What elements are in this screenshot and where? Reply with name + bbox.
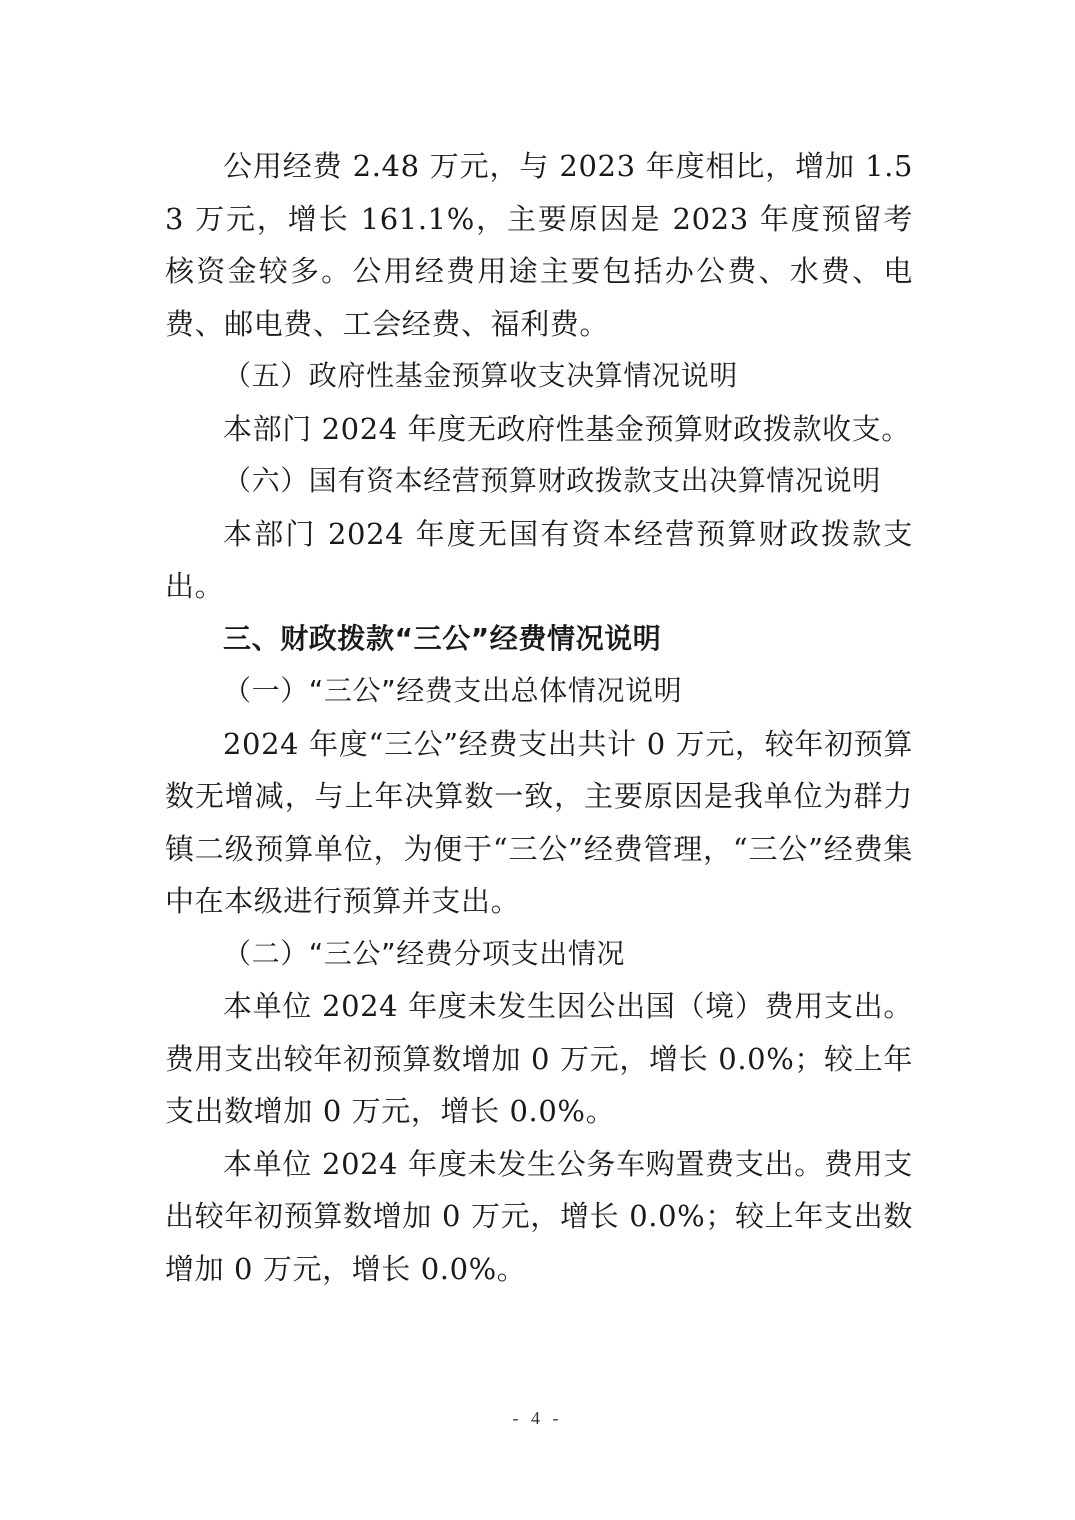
paragraph-public-expenses: 公用经费 2.48 万元，与 2023 年度相比，增加 1.53 万元，增长 161.1%，主要原因是 2023 年度预留考核资金较多。公用经费用途主要包括办公费、水费、电费、邮电费、工会经费、福利费。 <box>165 149 913 341</box>
heading-government-fund: （五）政府性基金预算收支决算情况说明 <box>223 359 738 392</box>
section-heading-three-public: 三、财政拨款“三公”经费情况说明 <box>223 621 662 655</box>
document-body <box>165 140 913 1295</box>
paragraph-government-fund: 本部门 2024 年度无政府性基金预算财政拨款收支。 <box>223 411 911 446</box>
paragraph-state-capital: 本部门 2024 年度无国有资本经营预算财政拨款支出。 <box>165 516 913 603</box>
heading-state-capital: （六）国有资本经营预算财政拨款支出决算情况说明 <box>223 464 881 497</box>
paragraph-vehicle-purchase: 本单位 2024 年度未发生公务车购置费支出。费用支出较年初预算数增加 0 万元，增长 0.0%；较上年支出数增加 0 万元，增长 0.0%。 <box>165 1146 913 1286</box>
paragraph-overseas-travel: 本单位 2024 年度未发生因公出国（境）费用支出。费用支出较年初预算数增加 0 万元，增长 0.0%；较上年支出数增加 0 万元，增长 0.0%。 <box>165 989 913 1128</box>
page-number: - 4 - <box>512 1408 563 1428</box>
heading-three-public-overall: （一）“三公”经费支出总体情况说明 <box>223 674 683 707</box>
paragraph-three-public-overall: 2024 年度“三公”经费支出共计 0 万元，较年初预算数无增减，与上年决算数一致，主要原因是我单位为群力镇二级预算单位，为便于“三公”经费管理，“三公”经费集中在本级进行预算并支出。 <box>165 726 913 918</box>
heading-three-public-itemized: （二）“三公”经费分项支出情况 <box>223 936 626 970</box>
